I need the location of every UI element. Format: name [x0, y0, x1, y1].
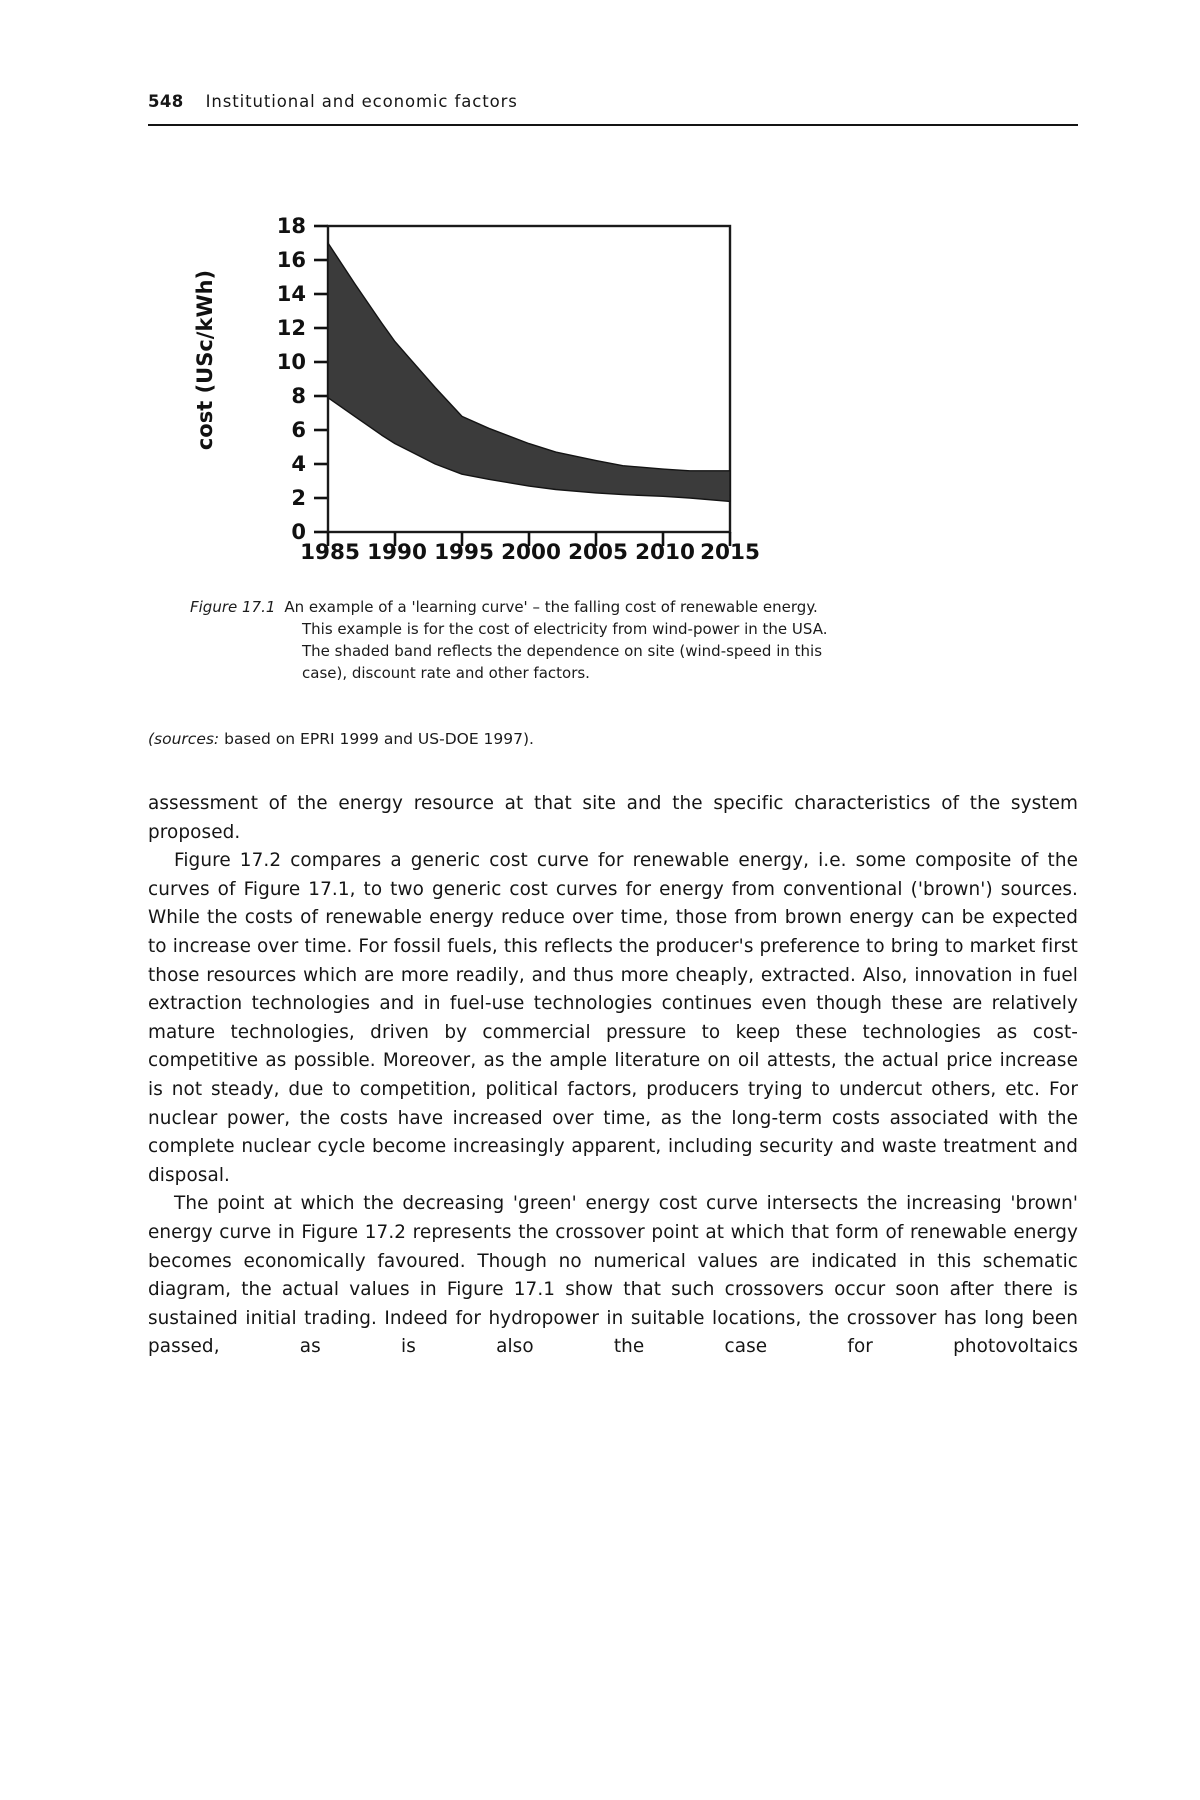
caption-line-4: case), discount rate and other factors.	[302, 664, 590, 682]
sources-text: based on EPRI 1999 and US-DOE 1997).	[219, 730, 534, 748]
y-tick-label: 4	[291, 452, 306, 476]
figure-caption	[190, 596, 950, 684]
y-axis-label: cost (USc/kWh)	[193, 269, 217, 451]
x-tick-labels	[300, 540, 760, 560]
x-tick-label: 1995	[434, 540, 494, 560]
cost-band-polygon	[328, 243, 730, 501]
y-axis-ticks	[314, 226, 328, 532]
y-tick-label: 16	[276, 248, 306, 272]
paragraph-2: Figure 17.2 compares a generic cost curve for renewable energy, i.e. some composite of the curves of Figure 17.1, to two generic cost curves for energy from conventional ('brown') sources. While the costs of renewable energy reduce over time, those from brown energy can be expected to increase over time. For fossil fuels, this reflects the producer's preference to bring to market first those resources which are more readily, and thus more cheaply, extracted. Also, innovation in fuel extraction technologies and in fuel-use technologies continues even though these are relatively mature technologies, driven by commercial pressure to keep these technologies as cost-competitive as possible. Moreover, as the ample literature on oil attests, the actual price increase is not steady, due to competition, political factors, producers trying to undercut others, etc. For nuclear power, the costs have increased over time, as the long-term costs associated with the complete nuclear cycle become increasingly apparent, including security and waste treatment and disposal.	[148, 850, 1078, 1186]
y-tick-label: 2	[291, 486, 306, 510]
caption-line-2: This example is for the cost of electricity from wind-power in the USA.	[302, 620, 828, 638]
figure-sources	[148, 730, 948, 748]
y-tick-label: 18	[276, 214, 306, 238]
y-tick-label: 14	[276, 282, 306, 306]
paragraph-3: The point at which the decreasing 'green' energy cost curve intersects the increasing 'brown' energy curve in Figure 17.2 represents the crossover point at which that form of renewable energy becomes economically favoured. Though no numerical values are indicated in this schematic diagram, the actual values in Figure 17.1 show that such crossovers occur soon after there is sustained initial trading. Indeed for hydropower in suitable locations, the crossover has long been passed, as is also the case for photovoltaics	[148, 1193, 1078, 1358]
x-tick-label: 1985	[300, 540, 360, 560]
x-tick-label: 2015	[700, 540, 760, 560]
y-tick-label: 6	[291, 418, 306, 442]
paragraph-1: assessment of the energy resource at that site and the specific characteristics of the system proposed.	[148, 793, 1078, 843]
x-tick-label: 2000	[501, 540, 561, 560]
caption-label: Figure 17.1	[190, 598, 276, 616]
y-tick-labels	[277, 214, 306, 544]
body-text	[148, 790, 1078, 1390]
y-tick-label: 0	[291, 520, 306, 544]
header-rule	[148, 124, 1078, 126]
y-tick-label: 8	[291, 384, 306, 408]
running-head-title: Institutional and economic factors	[205, 92, 518, 111]
x-tick-label: 2005	[568, 540, 628, 560]
sources-prefix: (sources:	[148, 730, 220, 748]
x-tick-label: 2010	[635, 540, 695, 560]
x-tick-label: 1990	[367, 540, 427, 560]
page-number: 548	[148, 92, 184, 111]
caption-text-1: An example of a 'learning curve' – the falling cost of renewable energy.	[284, 598, 818, 616]
figure-17-1	[148, 160, 1078, 560]
y-tick-label: 10	[276, 350, 306, 374]
y-tick-label: 12	[276, 316, 306, 340]
chart-svg	[188, 160, 808, 560]
caption-line-1	[190, 596, 950, 618]
learning-curve-chart	[188, 160, 808, 560]
caption-line-3: The shaded band reflects the dependence on site (wind-speed in this	[302, 642, 823, 660]
page-running-head	[148, 92, 1078, 111]
